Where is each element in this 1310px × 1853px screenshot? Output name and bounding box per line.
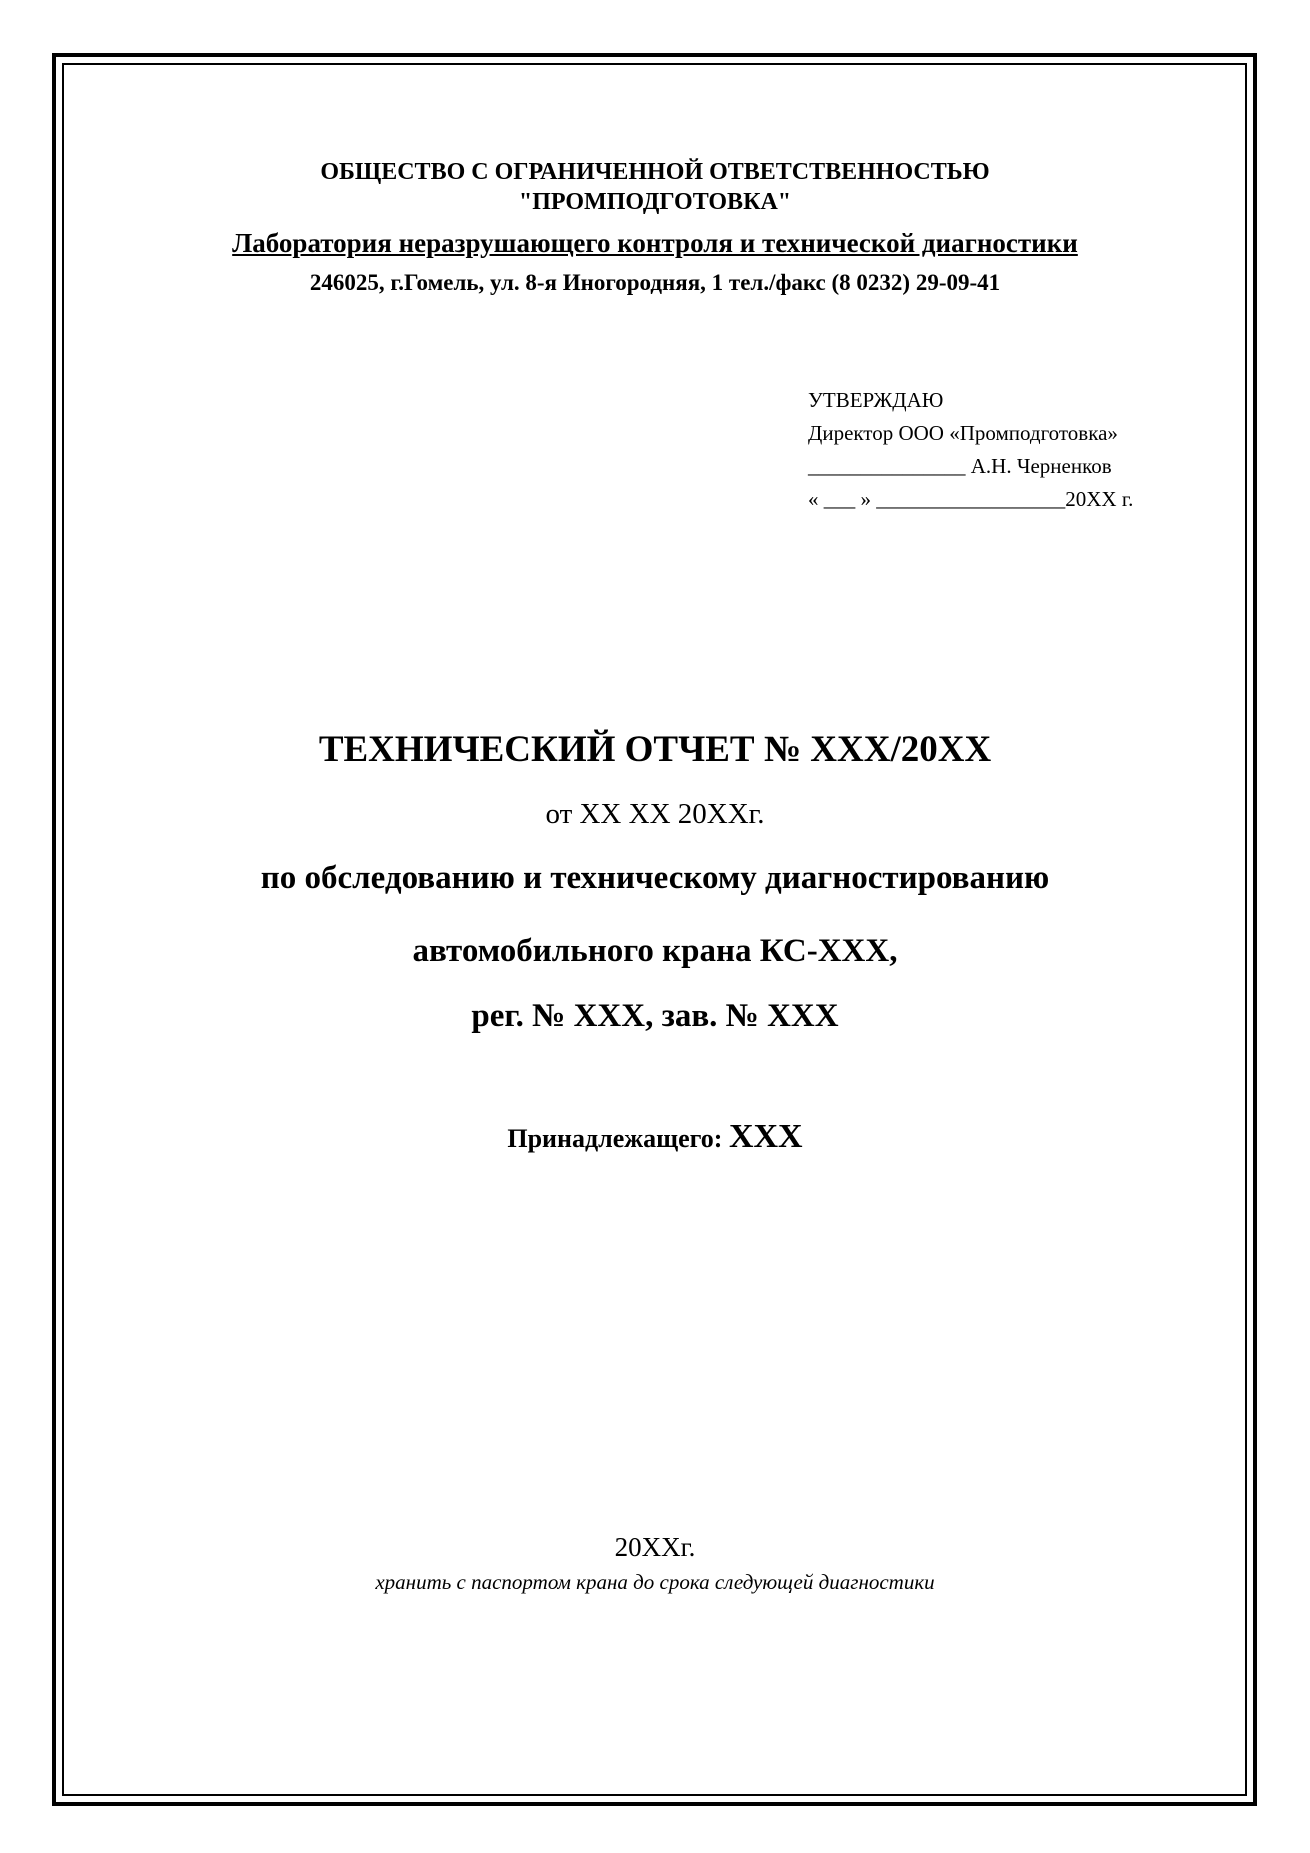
approval-block: [808, 384, 1133, 516]
report-subject-line-3: рег. № ХХХ, зав. № ХХХ: [471, 998, 839, 1034]
report-title: ТЕХНИЧЕСКИЙ ОТЧЕТ № ХХХ/20ХХ: [318, 729, 992, 770]
report-year: 20ХХг.: [614, 1532, 696, 1562]
report-subject-line-2: автомобильного крана КС-ХХХ,: [412, 933, 898, 969]
report-date: от ХХ ХХ 20ХХг.: [545, 798, 765, 830]
owner-line: [0, 1117, 1310, 1163]
owner-value: ХХХ: [728, 1118, 803, 1155]
organization-address: 246025, г.Гомель, ул. 8-я Иногородняя, 1 тел./факс (8 0232) 29-09-41: [309, 270, 1001, 295]
organization-name: ОБЩЕСТВО С ОГРАНИЧЕННОЙ ОТВЕТСТВЕННОСТЬЮ: [320, 159, 990, 185]
approval-date-line: « ___ » __________________20ХХ г.: [808, 487, 1134, 511]
approval-position: Директор ООО «Промподготовка»: [808, 421, 1118, 445]
laboratory-name: Лаборатория неразрушающего контроля и технической диагностики: [232, 228, 1078, 258]
approval-signature-line: _______________ А.Н. Черненков: [808, 454, 1112, 478]
approval-heading: УТВЕРЖДАЮ: [808, 388, 944, 412]
storage-note: хранить с паспортом крана до срока следующей диагностики: [375, 1570, 935, 1594]
owner-label: Принадлежащего:: [507, 1124, 729, 1153]
organization-short-name: "ПРОМПОДГОТОВКА": [518, 189, 792, 215]
report-subject-line-1: по обследованию и техническому диагностированию: [260, 860, 1050, 896]
